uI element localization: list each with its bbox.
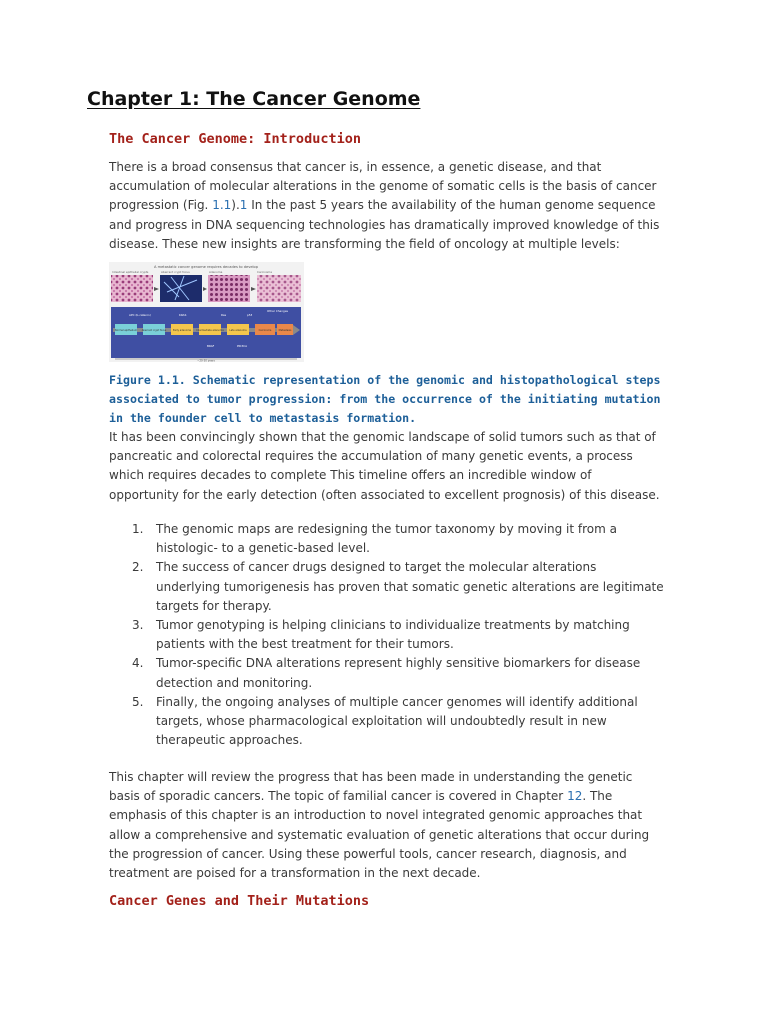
figure-caption: Figure 1.1. Schematic representation of the genomic and histopathological steps associated to tumor progression: from the occurrence of the initiating mutation in the founder cell to metastasis formation. <box>109 373 661 426</box>
reference-link[interactable]: 1 <box>239 198 248 213</box>
chapter-link[interactable]: 12 <box>567 789 583 804</box>
histology-panel <box>257 275 301 302</box>
gene-label: BRAF <box>207 344 215 348</box>
list-item <box>109 558 664 616</box>
list-item-text: Finally, the ongoing analyses of multiple cancer genomes will identify additional targets, whose pharmacological exploitation will undoubtedly result in new therapeutic approaches. <box>156 694 638 748</box>
list-item-text: The success of cancer drugs designed to target the molecular alterations underlying tumorigenesis has proven that somatic genetic alterations are legitimate targets for therapy. <box>156 560 664 613</box>
arrow-icon <box>154 287 159 291</box>
overview-text-1: This chapter will review the progress that has been made in understanding the genetic basis of sporadic cancers. The topic of familial cancer is covered in Chapter <box>109 770 633 804</box>
panel-label: Intestinal epithelial crypts <box>112 270 149 274</box>
figure-image <box>109 262 304 362</box>
stage-label: Intermediate adenoma <box>196 329 224 332</box>
gene-label: Ras <box>221 313 227 317</box>
list-item <box>109 616 664 654</box>
histology-panel <box>160 275 202 302</box>
list-item-text: Tumor-specific DNA alterations represent highly sensitive biomarkers for disease detection and monitoring. <box>156 656 641 690</box>
gene-label: PIK3CA <box>237 344 247 348</box>
chapter-overview-paragraph <box>109 768 664 883</box>
stage-label: Metastasis <box>278 329 292 332</box>
panel-label: Adenoma <box>209 270 223 274</box>
gene-label: Other Changes <box>267 309 288 313</box>
stage-label: Late adenoma <box>229 329 247 332</box>
list-number: 4. <box>132 656 144 671</box>
stage-label: Normal epithelium <box>114 329 138 332</box>
list-number: 1. <box>132 522 144 536</box>
panel-label: Carcinoma <box>257 270 272 274</box>
gene-label: p53 <box>247 313 253 317</box>
section-heading-cancer-genes: Cancer Genes and Their Mutations <box>109 893 370 909</box>
intro-text-1: There is a broad consensus that cancer is, in essence, a genetic disease, and that accumulation of molecular alterations in the genome of somatic cells is the basis of cancer progression (Fig. <box>109 160 657 213</box>
histology-panel <box>208 275 250 302</box>
genomic-landscape-paragraph: It has been convincingly shown that the genomic landscape of solid tumors such as that of pancreatic and colorectal requires the accumulation of many genetic events, a process which requires decades to complete This timeline offers an incredible window of opportunity for the early detection (often associated to excellent prognosis) of this disease. <box>109 430 660 502</box>
stage-label: Carcinoma <box>258 329 272 332</box>
intro-text-3: In the past 5 years the availability of the human genome sequence and progress in DNA sequencing technologies has dramatically improved knowledge of this disease. These new insights are transforming the field of oncology at multiple levels: <box>109 198 660 251</box>
section-heading-introduction: The Cancer Genome: Introduction <box>109 131 361 147</box>
gene-label: APC (b-catenin) <box>129 313 151 317</box>
intro-paragraph <box>109 158 664 254</box>
figure-illustration <box>109 262 304 362</box>
gene-label: KRAS <box>179 313 187 317</box>
stage-label: Aberrant crypt focus <box>141 329 167 332</box>
arrow-icon <box>251 287 256 291</box>
figure-link[interactable]: 1.1 <box>212 198 232 213</box>
list-number: 2. <box>132 560 144 575</box>
list-item-text: Tumor genotyping is helping clinicians to individualize treatments by matching patients with the best treatment for their tumors. <box>156 618 630 652</box>
list-number: 3. <box>132 618 144 633</box>
stage-label: Early adenoma <box>172 329 192 332</box>
figure-top-title: A metastatic cancer genome requires decades to develop <box>153 265 259 269</box>
list-item-text: The genomic maps are redesigning the tumor taxonomy by moving it from a histologic- to a genetic-based level. <box>156 522 617 556</box>
histology-panel <box>111 275 153 302</box>
chapter-title: Chapter 1: The Cancer Genome <box>87 88 421 110</box>
intro-text-2: ). <box>231 198 240 213</box>
list-item <box>109 654 664 692</box>
list-number: 5. <box>132 694 144 709</box>
panel-label: Aberrant crypt focus <box>161 270 190 274</box>
arrow-icon <box>203 287 207 291</box>
implications-list <box>109 520 664 750</box>
list-item <box>109 693 664 751</box>
timeline-label: ~20-30 years <box>197 359 215 362</box>
list-item <box>109 520 664 558</box>
overview-text-2: . The emphasis of this chapter is an introduction to novel integrated genomic approaches that allow a comprehensive and systematic evaluation of genetic alterations that occur during the progression of cancer. Using these powerful tools, cancer research, diagnosis, and treatment are poised for a transformation in the next decade. <box>109 789 650 881</box>
